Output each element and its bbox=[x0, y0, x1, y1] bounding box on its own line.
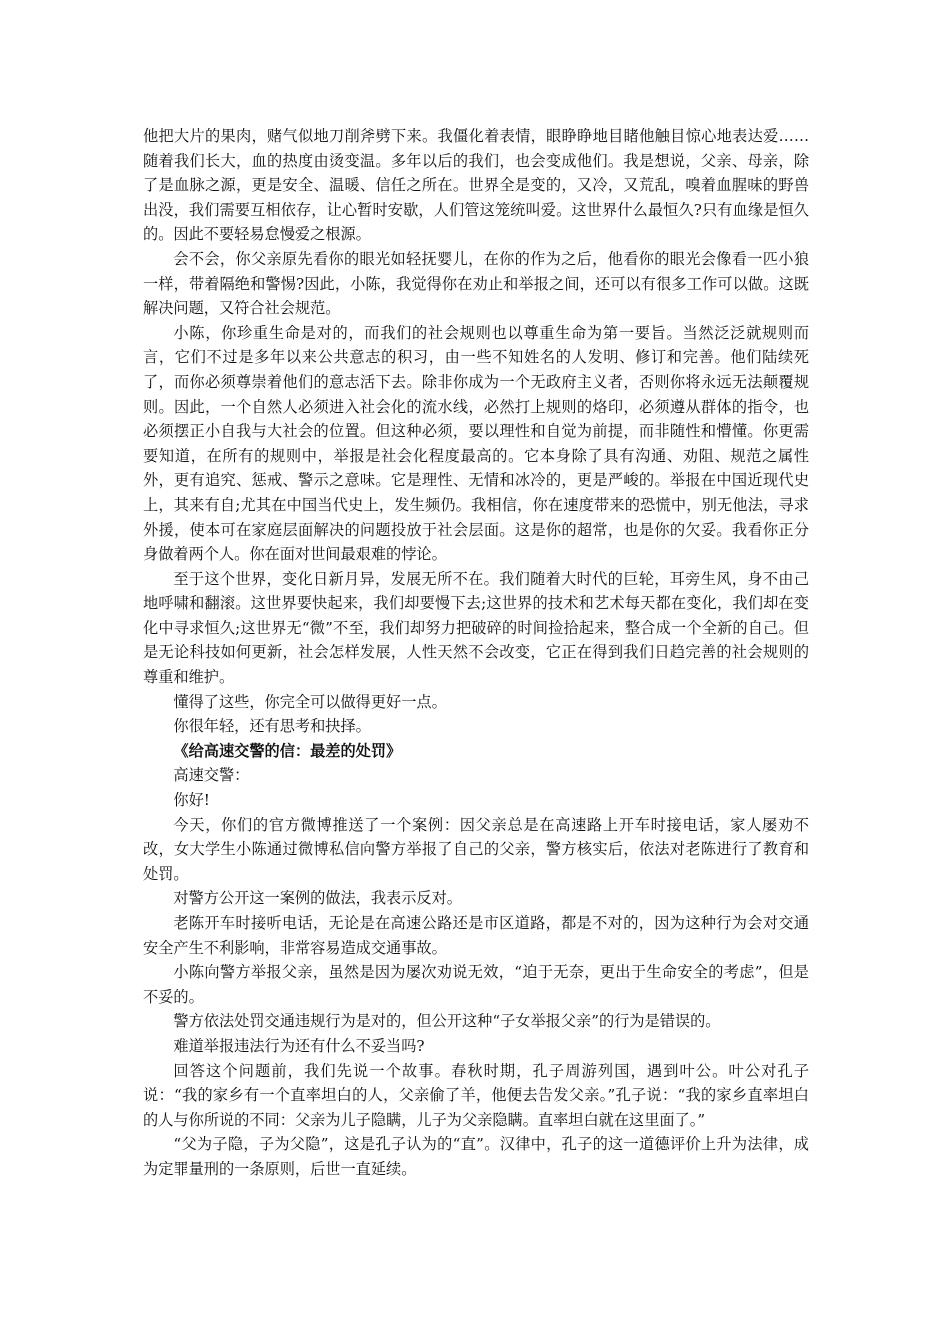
letter-title: 《给高速交警的信：最差的处罚》 bbox=[173, 741, 402, 760]
paragraph: 你很年轻，还有思考和抉择。 bbox=[173, 717, 371, 736]
paragraph: 会不会，你父亲原先看你的眼光如轻抚婴儿，在你的作为之后，他看你的眼光会像看一匹小狼一样，带着隔绝和警惕?因此，小陈，我觉得你在劝止和举报之间，还可以有很多工作可以做。这既解决问题，又符合社会规范。 bbox=[143, 249, 809, 318]
paragraph: 懂得了这些，你完全可以做得更好一点。 bbox=[173, 692, 447, 711]
paragraph: 小陈，你珍重生命是对的，而我们的社会规则也以尊重生命为第一要旨。当然泛泛就规则而言，它们不过是多年以来公共意志的积习，由一些不知姓名的人发明、修订和完善。他们陆续死了，而你必须尊崇着他们的意志活下去。除非你成为一个无政府主义者，否则你将永远无法颠覆规则。因此，一个自然人必须进入社会化的流水线，必然打上规则的烙印，必须遵从群体的指令，也必须摆正小自我与大社会的位置。但这种必须，要以理性和自觉为前提，而非随性和懵懂。你更需要知道，在所有的规则中，举报是社会化程度最高的。它本身除了具有沟通、劝阻、规范之属性外，更有追究、惩戒、警示之意味。它是理性、无情和冰冷的，更是严峻的。举报在中国近现代史上，其来有自;尤其在中国当代史上，发生频仍。我相信，你在速度带来的恐慌中，别无他法，寻求外援，使本可在家庭层面解决的问题投放于社会层面。这是你的超常，也是你的欠妥。我看你正分身做着两个人。你在面对世间最艰难的悖论。 bbox=[143, 323, 809, 564]
document-page bbox=[143, 124, 809, 1182]
paragraph: “父为子隐，子为父隐”，这是孔子认为的“直”。汉律中，孔子的这一道德评价上升为法律，成为定罪量刑的一条原则，后世一直延续。 bbox=[143, 1135, 809, 1178]
paragraph: 他把大片的果肉，赌气似地刀削斧劈下来。我僵化着表情，眼睁睁地目睹他触目惊心地表达爱……随着我们长大，血的热度由烫变温。多年以后的我们，也会变成他们。我是想说，父亲、母亲，除了是血脉之源，更是安全、温暖、信任之所在。世界全是变的，又冷，又荒乱，嗅着血腥味的野兽出没，我们需要互相依存，让心暂时安歇，人们管这笼统叫爱。这世界什么最恒久?只有血缘是恒久的。因此不要轻易怠慢爱之根源。 bbox=[143, 127, 809, 244]
paragraph: 难道举报违法行为还有什么不妥当吗? bbox=[173, 1036, 425, 1055]
paragraph: 警方依法处罚交通违规行为是对的，但公开这种“子女举报父亲”的行为是错误的。 bbox=[173, 1012, 721, 1031]
paragraph: 对警方公开这一案例的做法，我表示反对。 bbox=[173, 889, 462, 908]
paragraph: 小陈向警方举报父亲，虽然是因为屡次劝说无效，“迫于无奈，更出于生命安全的考虑”，但是不妥的。 bbox=[143, 963, 809, 1006]
salutation: 高速交警： bbox=[173, 766, 250, 785]
greeting: 你好! bbox=[173, 791, 210, 810]
paragraph: 老陈开车时接听电话，无论是在高速公路还是市区道路，都是不对的，因为这种行为会对交通安全产生不利影响，非常容易造成交通事故。 bbox=[143, 914, 809, 957]
paragraph: 至于这个世界，变化日新月异，发展无所不在。我们随着大时代的巨轮，耳旁生风，身不由己地呼啸和翻滚。这世界要快起来，我们却要慢下去;这世界的技术和艺术每天都在变化，我们却在变化中寻求恒久;这世界无“微”不至，我们却努力把破碎的时间捡拾起来，整合成一个全新的自己。但是无论科技如何更新，社会怎样发展，人性天然不会改变，它正在得到我们日趋完善的社会规则的尊重和维护。 bbox=[143, 569, 809, 687]
paragraph: 今天，你们的官方微博推送了一个案例：因父亲总是在高速路上开车时接电话，家人屡劝不改，女大学生小陈通过微博私信向警方举报了自己的父亲，警方核实后，依法对老陈进行了教育和处罚。 bbox=[143, 815, 809, 883]
paragraph: 回答这个问题前，我们先说一个故事。春秋时期，孔子周游列国，遇到叶公。叶公对孔子说：“我的家乡有一个直率坦白的人，父亲偷了羊，他便去告发父亲。”孔子说：“我的家乡直率坦白的人与你所说的不同：父亲为儿子隐瞒，儿子为父亲隐瞒。直率坦白就在这里面了。” bbox=[143, 1061, 809, 1129]
